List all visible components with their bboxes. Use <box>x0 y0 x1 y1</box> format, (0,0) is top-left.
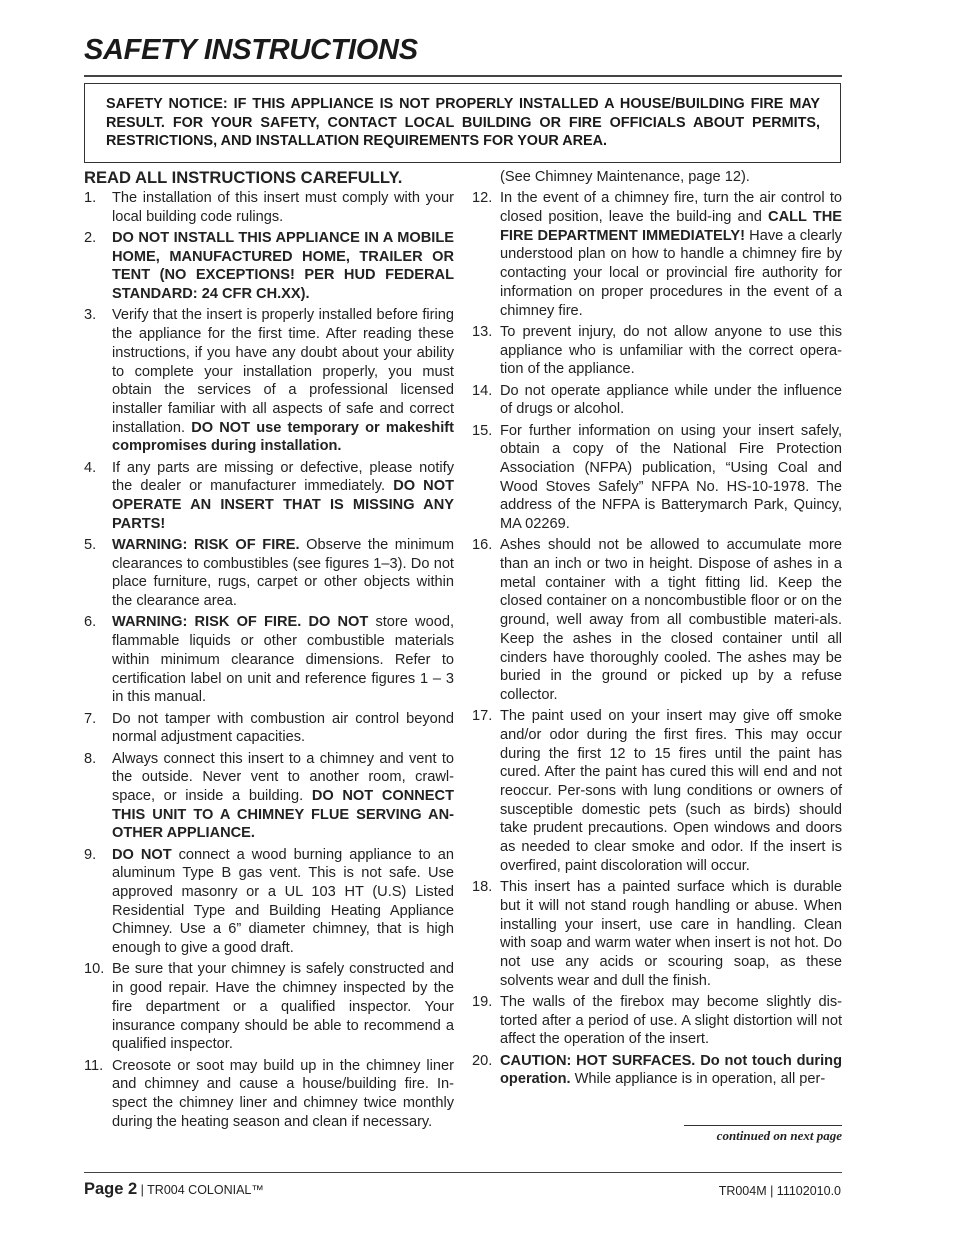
item-number: 3. <box>84 307 97 324</box>
item-bold-text: WARNING: RISK OF FIRE. DO NOT <box>112 614 369 631</box>
item-number: 5. <box>84 537 97 554</box>
left-column <box>84 168 454 1134</box>
item-bold-text: DO NOT use temporary or makeshift compromises during installation. <box>112 419 454 455</box>
item-bold-text: CALL THE FIRE DEPARTMENT IMMEDIATELY! <box>500 209 842 244</box>
title-rule <box>84 75 842 77</box>
item-text: To prevent injury, do not allow anyone to use this appliance who is unfamiliar with the correct opera-tion of the appliance. <box>500 323 842 378</box>
item-number: 2. <box>84 230 97 246</box>
instruction-item-10 <box>84 960 454 1054</box>
item-number: 16. <box>472 537 493 554</box>
item-text: If any parts are missing or defective, please notify the dealer or manufacturer immediately. <box>112 459 454 495</box>
item-text: Ashes should not be allowed to accumulate more than an inch or two in height. Dispose of ashes in a metal container with a tight fitting lid. Keep the closed container on a noncombustible floor or on the ground, well away from all combustible materi-als. Keep the ashes in the closed container until all cinders have thoroughly cooled. The ashes may be buried in the ground or picked up by a refuse collector. <box>500 537 842 703</box>
item-number: 6. <box>84 614 97 631</box>
continued-note: continued on next page <box>684 1125 842 1144</box>
instruction-item-20 <box>472 1052 842 1089</box>
footer-rule <box>84 1172 842 1173</box>
item-number: 20. <box>472 1052 493 1069</box>
item-bold-text: DO NOT OPERATE AN INSERT THAT IS MISSING ANY PARTS! <box>112 478 454 532</box>
item-text: Observe the minimum clearances to combustibles (see figures 1–3). Do not place furniture, rugs, carpet or other objects within the clearance area. <box>112 537 454 610</box>
item-text: For further information on using your insert safely, obtain a copy of the National Fire Protection Association (NFPA) publication, “Using Coal and Wood Stoves Safely” NFPA No. HS-10-1978. The address of the NFPA is Batterymarch Park, Quincy, MA 02269. <box>500 422 842 533</box>
item-number: 18. <box>472 879 493 896</box>
item-number: 12. <box>472 190 493 207</box>
item-text-continued: Have a clearly understood plan on how to handle a chimney fire by contacting your local or provincial fire authority for information on proper procedures in the event of a chimney fire. <box>500 227 842 319</box>
instruction-item-13 <box>472 323 842 379</box>
item-text: Always connect this insert to a chimney and vent to the outside. Never vent to another room, crawl-space, or inside a building. <box>112 750 454 804</box>
right-column <box>472 168 842 1092</box>
item-text: Verify that the insert is properly installed before firing the appliance for the first time. After reading these instructions, if you have any doubt about your ability to complete your installation properly, you must obtain the services of a professional licensed installer familiar with all aspects of safe and correct installation. <box>112 307 454 436</box>
instruction-item-9 <box>84 846 454 958</box>
page-number: Page 2 <box>84 1180 138 1198</box>
item-bold-text: DO NOT CONNECT THIS UNIT TO A CHIMNEY FLUE SERVING AN-OTHER APPLIANCE. <box>112 787 454 842</box>
item-text: The paint used on your insert may give off smoke and/or odor during the first fires. This may occur during the first 12 to 15 fires until the paint has cured. After the paint has cured this will end and not reoccur. Per-sons with lung conditions or owners of susceptible domestic pets (such as birds) should take prudent precautions. Open windows and doors as needed to clear smoke and odor. If the insert is overfired, paint discoloration will occur. <box>500 708 842 874</box>
item-number: 11. <box>84 1057 104 1074</box>
item-number: 7. <box>84 710 97 727</box>
instruction-item-3 <box>84 306 454 456</box>
instruction-item-5 <box>84 536 454 611</box>
section-heading: READ ALL INSTRUCTIONS CAREFULLY. <box>84 168 403 187</box>
safety-notice-box: SAFETY NOTICE: IF THIS APPLIANCE IS NOT PROPERLY INSTALLED A HOUSE/BUILDING FIRE MAY RESULT. FOR YOUR SAFETY, CONTACT LOCAL BUILDING OR FIRE OFFICIALS ABOUT PERMITS, RESTRICTIONS, AND INSTALLATION REQUIREMENTS FOR YOUR AREA. <box>84 83 841 163</box>
item-text: In the event of a chimney fire, turn the air control to closed position, leave the build-ing and <box>500 190 842 225</box>
instruction-item-4 <box>84 459 454 534</box>
document-name: TR004 COLONIAL™ <box>147 1183 264 1197</box>
document-code: TR004M | 11102010.0 <box>718 1184 841 1198</box>
page-title: SAFETY INSTRUCTIONS <box>84 34 418 66</box>
instruction-item-1 <box>84 189 454 226</box>
instruction-item-12 <box>472 189 842 320</box>
footer-page-info <box>84 1180 264 1199</box>
item-number: 1. <box>84 190 97 206</box>
instruction-item-14 <box>472 382 842 419</box>
item-text: While appliance is in operation, all per- <box>570 1071 826 1088</box>
item-number: 4. <box>84 459 97 476</box>
item-number: 8. <box>84 750 97 767</box>
item-bold-text: WARNING: RISK OF FIRE. <box>112 537 300 554</box>
item-number: 19. <box>472 993 493 1010</box>
instruction-item-18 <box>472 878 842 990</box>
item-text: Be sure that your chimney is safely constructed and in good repair. Have the chimney inspected by the fire department or a qualified inspector. Your insurance company should be able to recommend a qualified inspector. <box>112 961 454 1053</box>
item-text: Do not tamper with combustion air control beyond normal adjustment capacities. <box>112 710 454 746</box>
item-text: store wood, flammable liquids or other combustible materials within minimum clearance dimensions. Refer to certification label on unit and reference figures 1 – 3 in this manual. <box>112 614 454 706</box>
item-number: 14. <box>472 382 493 399</box>
item-text: The installation of this insert must comply with your local building code rulings. <box>112 190 454 225</box>
instruction-item-2 <box>84 229 454 304</box>
footer-separator: | <box>137 1183 148 1197</box>
item-11-continuation: (See Chimney Maintenance, page 12). <box>500 169 750 185</box>
item-bold-text: DO NOT INSTALL THIS APPLIANCE IN A MOBILE HOME, MANUFACTURED HOME, TRAILER OR TENT (NO EXCEPTIONS! PER HUD FEDERAL STANDARD: 24 CFR CH.XX). <box>112 230 454 303</box>
instruction-item-17 <box>472 707 842 875</box>
instruction-item-19 <box>472 993 842 1049</box>
item-number: 17. <box>472 708 493 725</box>
item-text: The walls of the firebox may become slightly dis-torted after a period of use. A slight distortion will not affect the operation of the insert. <box>500 993 842 1048</box>
item-number: 15. <box>472 422 493 439</box>
item-number: 13. <box>472 323 493 340</box>
item-bold-text: CAUTION: HOT SURFACES. Do not touch during operation. <box>500 1052 842 1088</box>
item-text: connect a wood burning appliance to an aluminum Type B gas vent. This is not safe. Use approved masonry or a UL 103 HT (U.S) Listed Residential Type and Building Heating Appliance Chimney. Use a 6” diameter chimney, that is high enough to give a good draft. <box>112 846 454 957</box>
instruction-item-6 <box>84 613 454 707</box>
instruction-item-7 <box>84 710 454 747</box>
item-number: 9. <box>84 846 97 863</box>
item-text: Creosote or soot may build up in the chimney liner and chimney and cause a house/building fire. In-spect the chimney liner and chimney twice monthly during the heating season and clean if necessary. <box>112 1057 454 1130</box>
instruction-item-11 <box>84 1057 454 1132</box>
item-number: 10. <box>84 961 105 978</box>
item-text: This insert has a painted surface which is durable but it will not stand rough handling or abuse. When installing your insert, use care in handling. Clean with soap and warm water when insert is not hot. Do not use any acids or scouring soap, as these solvents wear and dull the finish. <box>500 879 842 989</box>
instruction-item-15 <box>472 422 842 534</box>
item-bold-text: DO NOT <box>112 846 172 863</box>
instruction-item-16 <box>472 536 842 704</box>
item-text: Do not operate appliance while under the influence of drugs or alcohol. <box>500 382 842 418</box>
instruction-item-8 <box>84 750 454 844</box>
